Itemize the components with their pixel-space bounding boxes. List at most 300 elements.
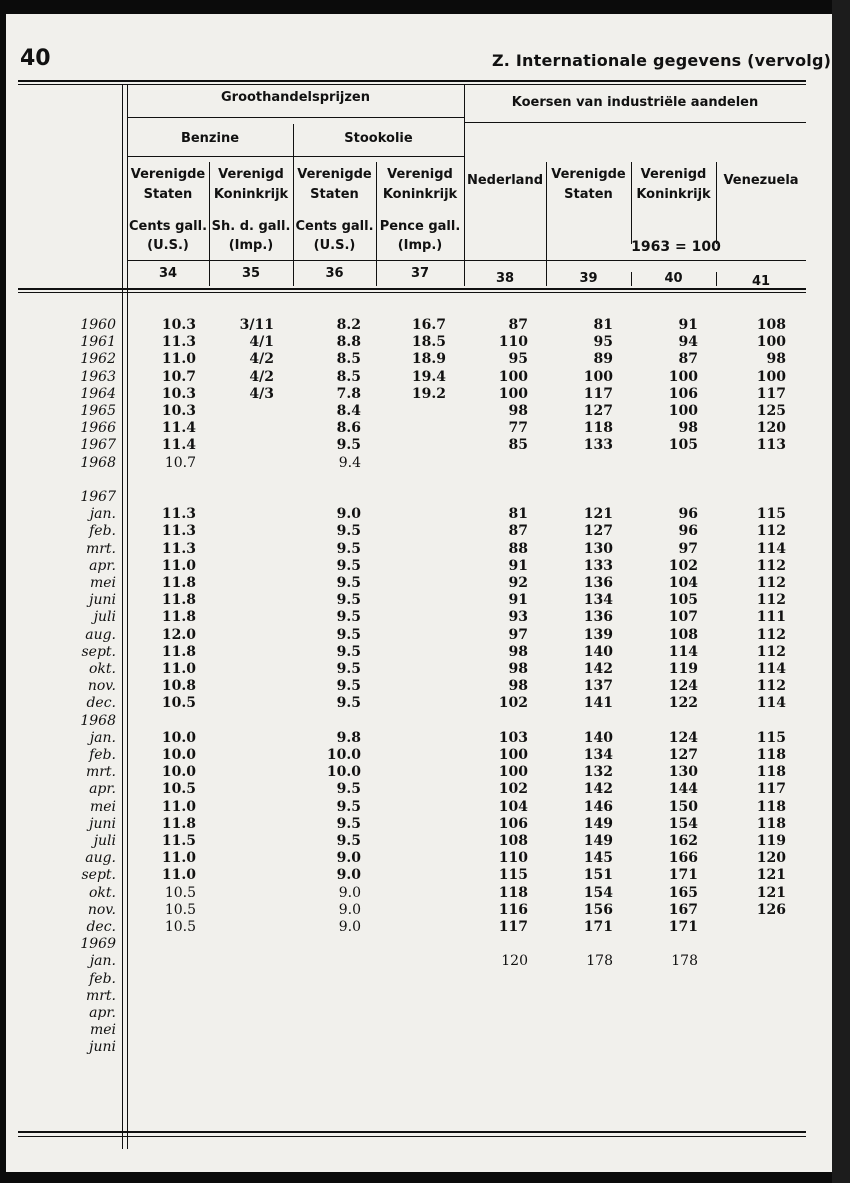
cell-col38: 87 [508, 317, 528, 333]
cell-col36: 9.5 [336, 540, 361, 557]
cell-col38: 100 [498, 368, 528, 385]
column-number-41: 41 [751, 274, 771, 289]
cell-col36: 9.5 [336, 575, 361, 591]
row-label: okt. [89, 661, 116, 677]
column-unit-37: Pence gall. [379, 219, 461, 234]
cell-col39: 142 [583, 781, 613, 798]
cell-col39: 149 [583, 833, 613, 849]
cell-col40: 108 [668, 626, 698, 643]
cell-col40: 124 [668, 729, 698, 746]
column-header-40: Koninkrijk [636, 187, 711, 202]
cell-col34: 11.0 [161, 798, 196, 815]
cell-col35: 3/11 [239, 317, 274, 333]
cell-col38: 120 [501, 953, 528, 970]
cell-col41: 112 [756, 592, 786, 609]
cell-col40: 94 [678, 334, 698, 351]
cell-col40: 104 [668, 575, 698, 591]
column-number-40: 40 [664, 271, 683, 286]
cell-col41: 118 [756, 764, 786, 781]
cell-col39: 127 [583, 523, 613, 540]
cell-col36: 9.5 [336, 592, 361, 609]
cell-col39: 95 [593, 334, 613, 351]
cell-col36: 9.4 [338, 454, 361, 471]
cell-col39: 142 [583, 661, 613, 677]
cell-col36: 8.6 [336, 420, 361, 437]
column-header-39: Verenigde [551, 167, 626, 182]
cell-col40: 100 [668, 403, 698, 419]
cell-col39: 171 [583, 919, 613, 935]
cell-col39: 133 [583, 437, 613, 454]
cell-col38: 93 [508, 609, 528, 626]
cell-col36: 9.5 [336, 781, 361, 798]
cell-col38: 103 [498, 729, 528, 746]
cell-col34: 11.0 [161, 557, 196, 574]
cell-col38: 98 [508, 403, 528, 419]
cell-col35: 4/3 [249, 385, 274, 402]
rule-under-wholesale [127, 117, 464, 118]
cell-col36: 7.8 [336, 385, 361, 402]
row-label: apr. [89, 1005, 116, 1021]
cell-col34: 11.8 [161, 592, 196, 609]
cell-col41: 114 [756, 540, 786, 557]
row-label: 1960 [80, 317, 116, 333]
cell-col36: 9.5 [336, 815, 361, 832]
column-header-34: Verenigde [130, 167, 206, 182]
cell-col34: 10.0 [161, 764, 196, 781]
cell-col34: 11.8 [161, 575, 196, 591]
cell-col40: 167 [668, 901, 698, 918]
cell-col41: 100 [756, 334, 786, 351]
col-divider-40-41-b [716, 272, 717, 286]
cell-col37: 18.5 [411, 334, 446, 351]
cell-col41: 119 [756, 833, 786, 849]
cell-col36: 9.0 [338, 884, 361, 901]
cell-col37: 18.9 [411, 351, 446, 368]
cell-col38: 95 [508, 351, 528, 368]
cell-col40: 124 [668, 678, 698, 695]
cell-col36: 9.5 [336, 643, 361, 660]
cell-col41: 118 [756, 747, 786, 763]
cell-col38: 91 [508, 592, 528, 609]
top-rule [18, 80, 806, 82]
cell-col41: 121 [756, 867, 786, 884]
cell-col37: 19.2 [411, 385, 446, 402]
cell-col38: 117 [498, 919, 528, 935]
column-header-34: Staten [143, 187, 193, 202]
cell-col39: 136 [583, 609, 613, 626]
column-unit-35: Sh. d. gall. [211, 219, 291, 234]
cell-col40: 114 [668, 643, 698, 660]
row-label: sept. [81, 643, 116, 660]
cell-col41: 118 [756, 798, 786, 815]
cell-col40: 122 [668, 695, 698, 712]
cell-col34: 11.4 [161, 437, 196, 454]
row-label: 1963 [80, 368, 116, 385]
row-label: apr. [89, 557, 116, 574]
cell-col39: 136 [583, 575, 613, 591]
row-label: dec. [86, 919, 116, 935]
cell-col39: 118 [583, 420, 613, 437]
cell-col36: 8.8 [336, 334, 361, 351]
cell-col39: 81 [593, 317, 613, 333]
cell-col34: 10.5 [164, 919, 196, 935]
cell-col34: 10.5 [161, 781, 196, 798]
cell-col35: 4/2 [249, 351, 274, 368]
cell-col41: 126 [756, 901, 786, 918]
row-label: sept. [81, 867, 116, 884]
row-label: juli [93, 609, 116, 626]
cell-col37: 19.4 [411, 368, 446, 385]
cell-col39: 149 [583, 815, 613, 832]
cell-col40: 97 [678, 540, 698, 557]
cell-col36: 9.0 [336, 506, 361, 523]
row-label: juli [93, 833, 116, 849]
row-label: 1965 [80, 403, 116, 419]
cell-col36: 9.5 [336, 437, 361, 454]
cell-col41: 114 [756, 661, 786, 677]
cell-col38: 110 [498, 334, 528, 351]
group-header-fuel-oil: Stookolie [344, 131, 413, 146]
label-column-divider [122, 84, 123, 1149]
cell-col41: 112 [756, 575, 786, 591]
cell-col34: 10.3 [161, 403, 196, 419]
row-label: juni [89, 815, 116, 832]
cell-col39: 140 [583, 729, 613, 746]
cell-col40: 130 [668, 764, 698, 781]
cell-col36: 9.5 [336, 557, 361, 574]
cell-col39: 132 [583, 764, 613, 781]
cell-col39: 139 [583, 626, 613, 643]
cell-col40: 102 [668, 557, 698, 574]
cell-col36: 9.5 [336, 695, 361, 712]
cell-col41: 120 [756, 850, 786, 867]
cell-col41: 100 [756, 368, 786, 385]
column-header-37: Koninkrijk [382, 187, 458, 202]
group-header-petrol: Benzine [180, 131, 240, 146]
bottom-rule-thin [18, 1136, 806, 1137]
cell-col38: 91 [508, 557, 528, 574]
cell-col34: 11.0 [161, 867, 196, 884]
row-label: aug. [85, 850, 116, 867]
row-label: nov. [87, 901, 116, 918]
cell-col36: 9.0 [338, 901, 361, 918]
cell-col41: 125 [756, 403, 786, 419]
page-edge-shadow [832, 0, 850, 1183]
row-label: 1968 [80, 454, 116, 471]
row-label: jan. [89, 953, 116, 970]
cell-col38: 100 [498, 385, 528, 402]
column-header-37: Verenigd [387, 167, 453, 182]
cell-col38: 100 [498, 747, 528, 763]
cell-col34: 10.8 [161, 678, 196, 695]
cell-col35: 4/1 [249, 334, 274, 351]
cell-col36: 9.5 [336, 609, 361, 626]
cell-col41: 118 [756, 815, 786, 832]
cell-col39: 121 [583, 506, 613, 523]
cell-col40: 98 [678, 420, 698, 437]
cell-col34: 11.5 [161, 833, 196, 849]
cell-col34: 10.7 [164, 454, 196, 471]
row-label: 1962 [80, 351, 116, 368]
row-label: mrt. [85, 540, 116, 557]
cell-col39: 130 [583, 540, 613, 557]
cell-col41: 117 [756, 385, 786, 402]
row-label: 1969 [80, 936, 116, 953]
cell-col40: 105 [668, 592, 698, 609]
column-number-39: 39 [579, 271, 598, 286]
cell-col38: 116 [498, 901, 528, 918]
cell-col36: 8.2 [336, 317, 361, 333]
cell-col39: 127 [583, 403, 613, 419]
cell-col40: 96 [678, 506, 698, 523]
cell-col38: 102 [498, 781, 528, 798]
cell-col34: 10.5 [164, 901, 196, 918]
group-header-wholesale: Groothandelsprijzen [220, 90, 371, 105]
cell-col36: 10.0 [326, 747, 361, 763]
row-label: 1967 [80, 489, 116, 505]
cell-col39: 133 [583, 557, 613, 574]
cell-col38: 102 [498, 695, 528, 712]
cell-col38: 77 [508, 420, 528, 437]
cell-col34: 11.8 [161, 643, 196, 660]
row-label: mei [89, 798, 116, 815]
cell-col40: 150 [668, 798, 698, 815]
cell-col38: 98 [508, 678, 528, 695]
column-header-36: Staten [310, 187, 359, 202]
cell-col34: 11.0 [161, 351, 196, 368]
column-header-35: Verenigd [218, 167, 284, 182]
row-label: dec. [86, 695, 116, 712]
row-label: jan. [89, 729, 116, 746]
cell-col38: 88 [508, 540, 528, 557]
column-unit-34: Cents gall. [128, 219, 208, 234]
column-unit-36: (U.S.) [313, 238, 356, 253]
cell-col40: 91 [678, 317, 698, 333]
cell-col40: 100 [668, 368, 698, 385]
row-label: 1961 [80, 334, 116, 351]
cell-col39: 146 [583, 798, 613, 815]
col-divider-39-40-b [631, 272, 632, 286]
column-number-37: 37 [410, 266, 430, 281]
rule-above-colnums [127, 260, 806, 261]
cell-col40: 165 [668, 884, 698, 901]
row-label: nov. [87, 678, 116, 695]
row-label: 1964 [80, 385, 116, 402]
cell-col34: 11.3 [161, 523, 196, 540]
cell-col34: 10.0 [161, 729, 196, 746]
column-header-40: Verenigd [640, 167, 707, 182]
cell-col41: 114 [756, 695, 786, 712]
cell-col34: 11.8 [161, 609, 196, 626]
cell-col39: 100 [583, 368, 613, 385]
cell-col36: 9.5 [336, 626, 361, 643]
cell-col41: 112 [756, 557, 786, 574]
cell-col36: 9.0 [338, 919, 361, 935]
column-unit-36: Cents gall. [295, 219, 374, 234]
row-label: 1967 [80, 437, 116, 454]
cell-col36: 9.5 [336, 678, 361, 695]
bottom-rule [18, 1131, 806, 1133]
cell-col41: 98 [766, 351, 786, 368]
cell-col40: 154 [668, 815, 698, 832]
cell-col34: 11.3 [161, 334, 196, 351]
cell-col36: 9.5 [336, 661, 361, 677]
row-label: feb. [89, 970, 116, 987]
cell-col36: 9.5 [336, 798, 361, 815]
cell-col34: 10.7 [161, 368, 196, 385]
cell-col34: 11.3 [161, 506, 196, 523]
cell-col36: 10.0 [326, 764, 361, 781]
cell-col34: 10.5 [161, 695, 196, 712]
cell-col40: 106 [668, 385, 698, 402]
cell-col39: 117 [583, 385, 613, 402]
cell-col34: 10.0 [161, 747, 196, 763]
cell-col36: 9.5 [336, 523, 361, 540]
cell-col41: 113 [756, 437, 786, 454]
cell-col39: 134 [583, 747, 613, 763]
cell-col38: 92 [508, 575, 528, 591]
rule-under-shares [464, 122, 806, 123]
section-title: Z. Internationale gegevens (vervolg) [492, 51, 832, 70]
cell-col40: 162 [668, 833, 698, 849]
cell-col38: 98 [508, 661, 528, 677]
cell-col39: 154 [583, 884, 613, 901]
row-label: 1968 [80, 712, 116, 729]
cell-col40: 171 [668, 867, 698, 884]
cell-col38: 97 [508, 626, 528, 643]
rule-below-header-thin [18, 292, 806, 293]
cell-col38: 87 [508, 523, 528, 540]
cell-col41: 112 [756, 678, 786, 695]
cell-col34: 10.3 [161, 317, 196, 333]
rule-under-fuel-groups [127, 156, 464, 157]
cell-col38: 85 [508, 437, 528, 454]
cell-col34: 11.0 [161, 661, 196, 677]
cell-col41: 112 [756, 523, 786, 540]
page-number: 40 [20, 46, 51, 71]
cell-col40: 107 [668, 609, 698, 626]
cell-col40: 127 [668, 747, 698, 763]
cell-col39: 140 [583, 643, 613, 660]
cell-col38: 110 [498, 850, 528, 867]
cell-col40: 96 [678, 523, 698, 540]
row-label: juni [89, 1039, 116, 1056]
row-label: mei [89, 1022, 116, 1039]
row-label: mei [89, 575, 116, 591]
cell-col40: 178 [671, 953, 698, 970]
cell-col38: 108 [498, 833, 528, 849]
cell-col41: 111 [756, 609, 786, 626]
row-label: mrt. [85, 987, 116, 1004]
cell-col41: 112 [756, 643, 786, 660]
cell-col41: 120 [756, 420, 786, 437]
cell-col37: 16.7 [411, 317, 446, 333]
cell-col40: 171 [668, 919, 698, 935]
cell-col41: 108 [756, 317, 786, 333]
cell-col36: 9.8 [336, 729, 361, 746]
cell-col40: 144 [668, 781, 698, 798]
cell-col34: 11.4 [161, 420, 196, 437]
cell-col34: 11.8 [161, 815, 196, 832]
cell-col39: 178 [586, 953, 613, 970]
row-label: 1966 [80, 420, 116, 437]
row-label: okt. [89, 884, 116, 901]
column-number-34: 34 [158, 266, 178, 281]
row-label: jan. [89, 506, 116, 523]
cell-col41: 115 [756, 506, 786, 523]
column-header-41: Venezuela [723, 173, 799, 188]
cell-col36: 8.4 [336, 403, 361, 419]
cell-col38: 118 [498, 884, 528, 901]
cell-col36: 9.0 [336, 850, 361, 867]
column-header-35: Koninkrijk [213, 187, 289, 202]
column-number-36: 36 [325, 266, 344, 281]
cell-col34: 10.5 [164, 884, 196, 901]
cell-col36: 9.5 [336, 833, 361, 849]
cell-col36: 8.5 [336, 351, 361, 368]
column-header-39: Staten [564, 187, 613, 202]
column-header-36: Verenigde [297, 167, 372, 182]
cell-col40: 166 [668, 850, 698, 867]
row-label: juni [89, 592, 116, 609]
rule-below-header [18, 288, 806, 290]
top-rule-thin [18, 84, 806, 85]
cell-col41: 115 [756, 729, 786, 746]
cell-col41: 117 [756, 781, 786, 798]
column-unit-35: (Imp.) [228, 238, 274, 253]
cell-col41: 112 [756, 626, 786, 643]
cell-col40: 105 [668, 437, 698, 454]
cell-col39: 151 [583, 867, 613, 884]
cell-col38: 104 [498, 798, 528, 815]
column-header-38: Nederland [466, 173, 544, 188]
cell-col39: 156 [583, 901, 613, 918]
cell-col39: 134 [583, 592, 613, 609]
cell-col34: 10.3 [161, 385, 196, 402]
cell-col39: 89 [593, 351, 613, 368]
document-page [6, 14, 832, 1172]
column-number-38: 38 [495, 271, 515, 286]
cell-col39: 145 [583, 850, 613, 867]
column-unit-37: (Imp.) [397, 238, 443, 253]
cell-col35: 4/2 [249, 368, 274, 385]
cell-col38: 98 [508, 643, 528, 660]
row-label: aug. [85, 626, 116, 643]
row-label: feb. [89, 523, 116, 540]
cell-col38: 100 [498, 764, 528, 781]
cell-col34: 12.0 [161, 626, 196, 643]
cell-col41: 121 [756, 884, 786, 901]
row-label: mrt. [85, 764, 116, 781]
cell-col38: 115 [498, 867, 528, 884]
column-number-35: 35 [241, 266, 261, 281]
cell-col38: 106 [498, 815, 528, 832]
cell-col39: 137 [583, 678, 613, 695]
cell-col40: 119 [668, 661, 698, 677]
cell-col34: 11.0 [161, 850, 196, 867]
cell-col36: 9.0 [336, 867, 361, 884]
column-unit-34: (U.S.) [147, 238, 189, 253]
cell-col34: 11.3 [161, 540, 196, 557]
group-header-shares: Koersen van industriële aandelen [511, 95, 759, 110]
cell-col39: 141 [583, 695, 613, 712]
cell-col40: 87 [678, 351, 698, 368]
row-label: feb. [89, 747, 116, 763]
row-label: apr. [89, 781, 116, 798]
base-year-note: 1963 = 100 [631, 239, 721, 255]
cell-col38: 81 [508, 506, 528, 523]
cell-col36: 8.5 [336, 368, 361, 385]
